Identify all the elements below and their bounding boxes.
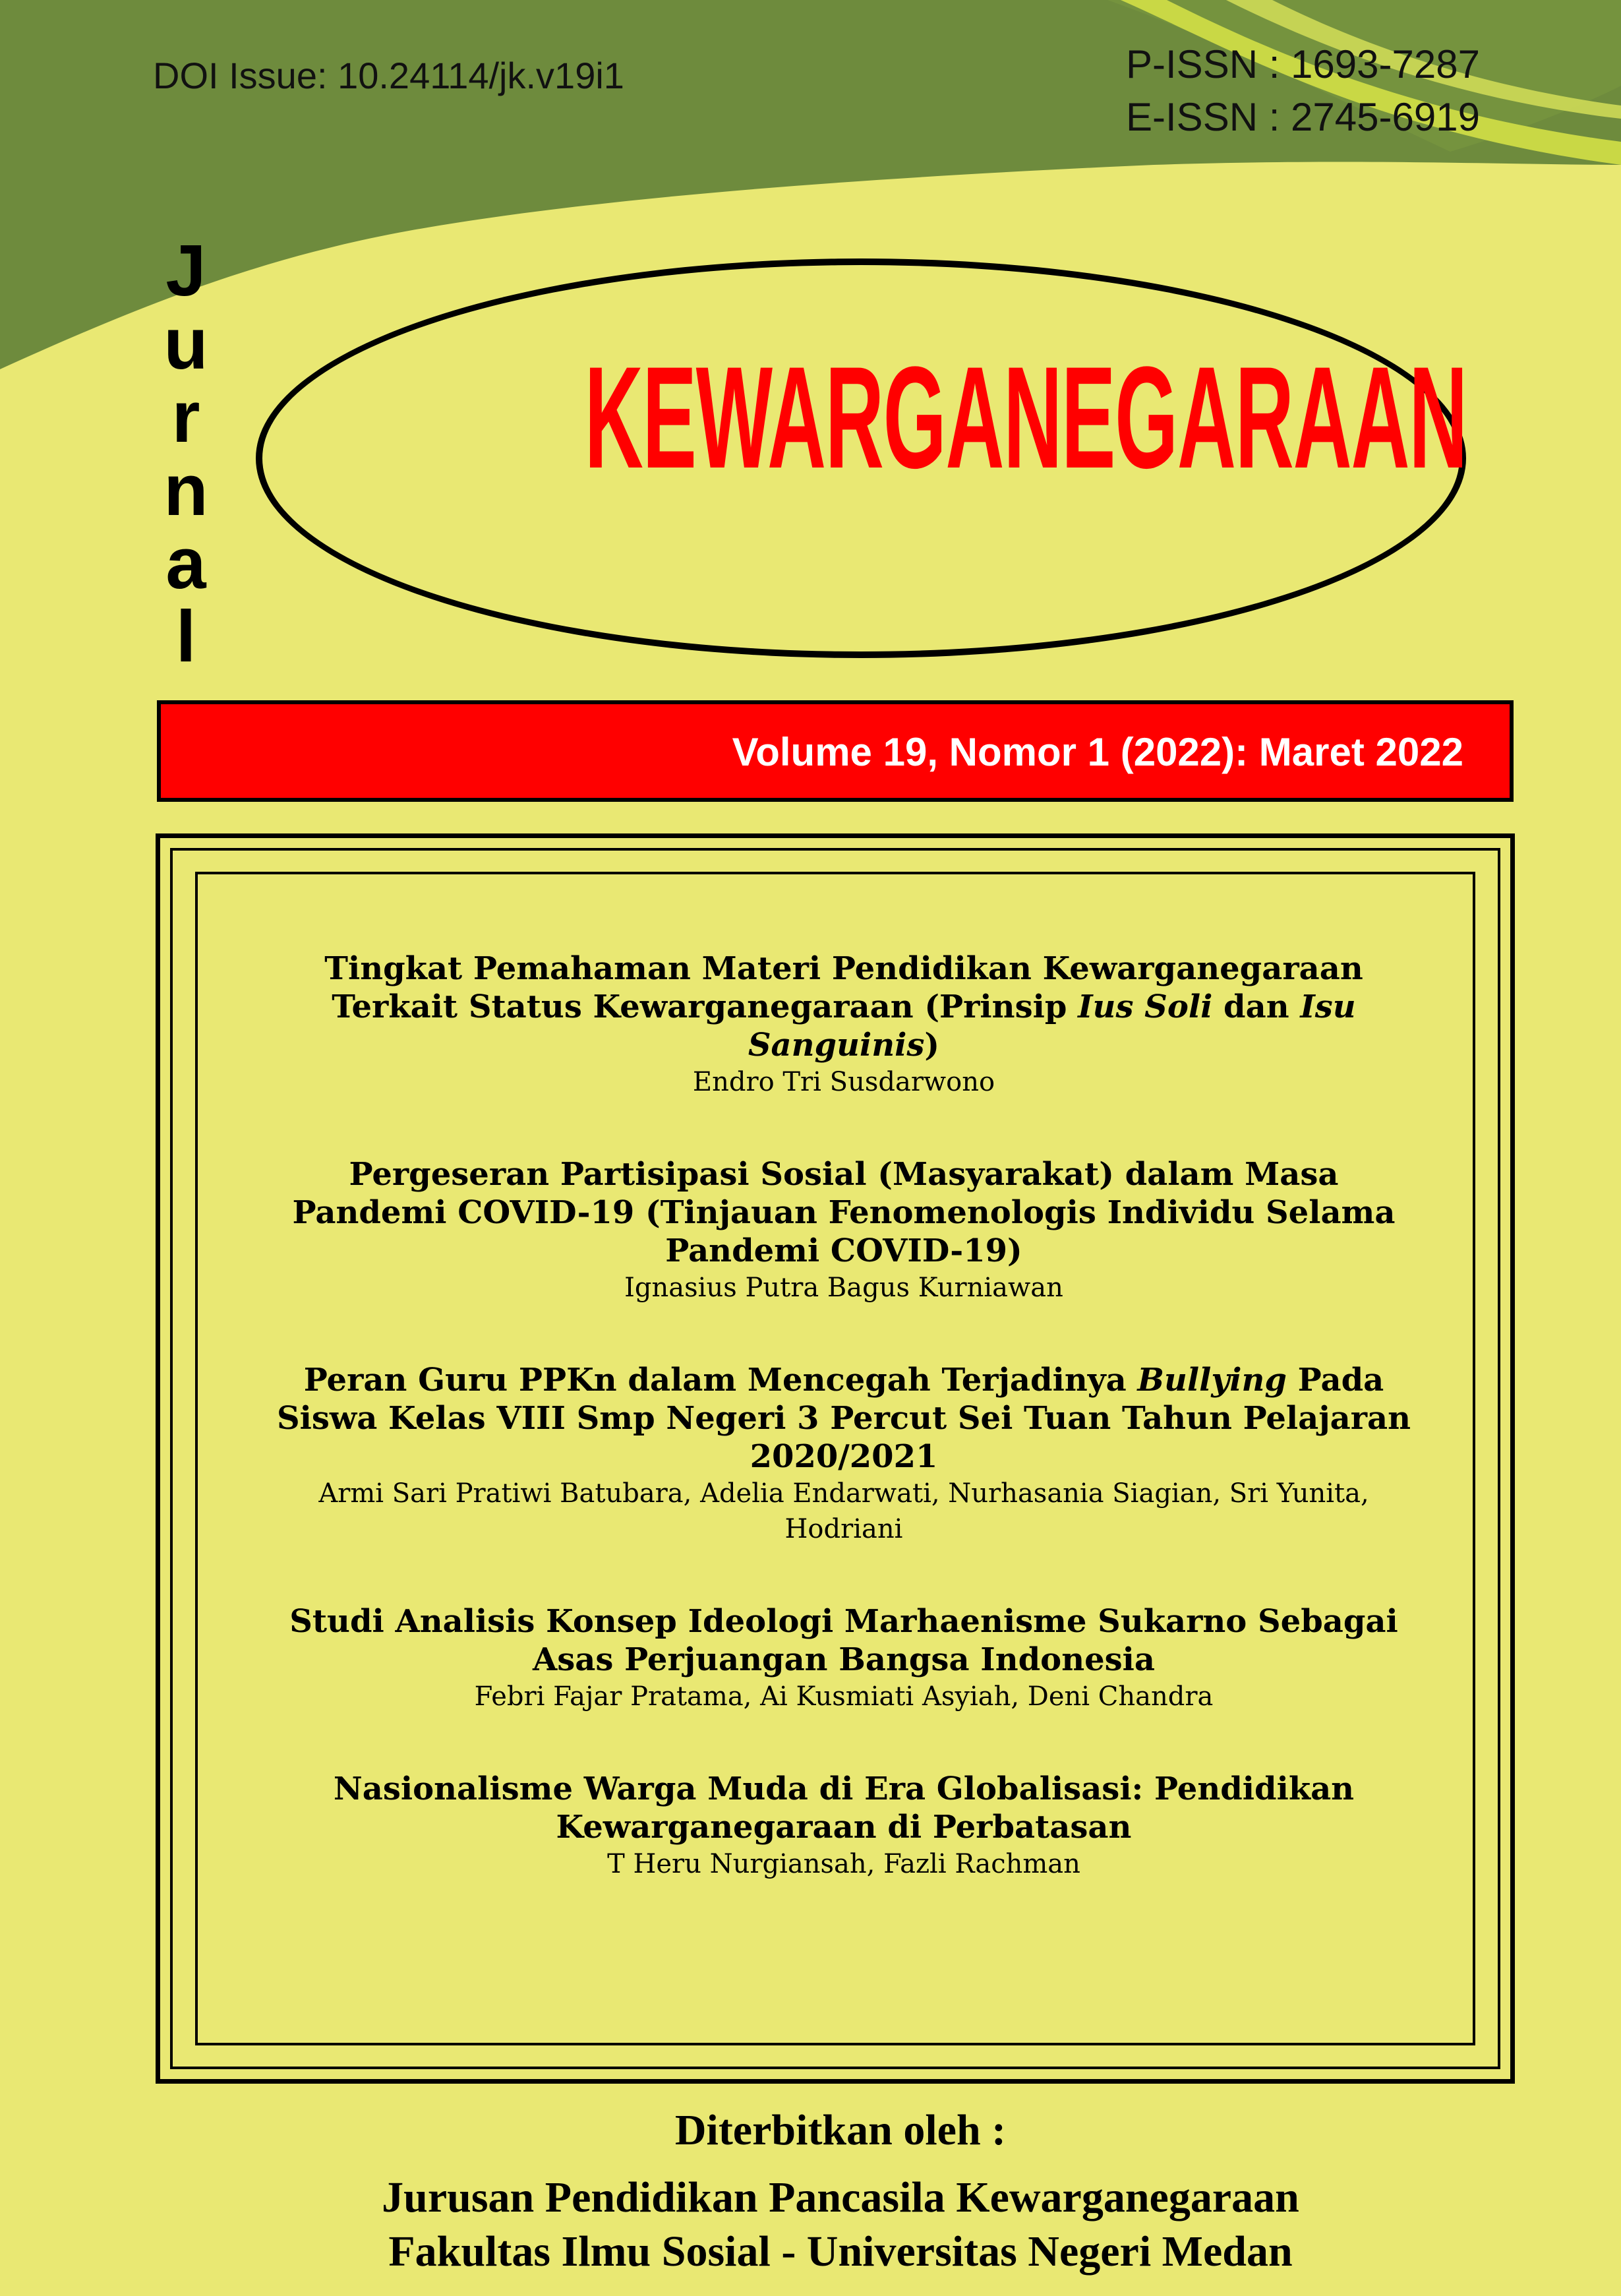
publisher-block (132, 2103, 1549, 2279)
article-authors: T Heru Nurgiansah, Fazli Rachman (607, 1849, 1080, 1879)
issue-label: Volume 19, Nomor 1 (2022): Maret 2022 (732, 730, 1463, 774)
jurnal-letter: J (165, 230, 206, 311)
e-issn-label: E-ISSN : 2745-6919 (1126, 95, 1480, 139)
jurnal-letter: a (165, 523, 206, 604)
article-title (277, 950, 1411, 1064)
doi-label: DOI Issue: 10.24114/jk.v19i1 (153, 55, 624, 96)
article-title-part: Pergeseran Partisipasi Sosial (Masyarakat) dalam Masa Pandemi COVID-19 (Tinjauan Fenomenologis Individu Selama Pandemi COVID-19) (292, 1156, 1396, 1269)
publisher-faculty: Fakultas Ilmu Sosial - Universitas Negeri Medan (388, 2227, 1293, 2276)
article-title-part: Tingkat Pemahaman Materi Pendidikan Kewarganegaraan Terkait Status Kewarganegaraan (Prinsip (324, 950, 1363, 1025)
article-title (277, 1155, 1411, 1270)
article-authors: Endro Tri Susdarwono (692, 1067, 995, 1097)
publisher-department: Jurusan Pendidikan Pancasila Kewarganegaraan (382, 2173, 1299, 2221)
article-title-part: Pada Siswa Kelas VIII Smp Negeri 3 Percut Sei Tuan Tahun Pelajaran 2020/2021 (277, 1362, 1411, 1475)
article-title (277, 1770, 1411, 1846)
p-issn-label: P-ISSN : 1693-7287 (1126, 42, 1480, 86)
jurnal-letter: l (175, 596, 196, 677)
article-title-part: Isu Sanguinis (748, 988, 1356, 1064)
article-title (277, 1361, 1411, 1476)
article-authors: Ignasius Putra Bagus Kurniawan (624, 1273, 1063, 1303)
article-entry (277, 1361, 1411, 1547)
article-title-part: dan (1212, 988, 1301, 1025)
article-list (277, 950, 1411, 1937)
jurnal-letter: n (163, 450, 208, 531)
jurnal-letter: r (171, 377, 200, 458)
article-title-part: Studi Analisis Konsep Ideologi Marhaenisme Sukarno Sebagai Asas Perjuangan Bangsa Indonesia (289, 1603, 1398, 1678)
article-entry (277, 950, 1411, 1100)
article-title (277, 1602, 1411, 1679)
article-entry (277, 1770, 1411, 1882)
publisher-label: Diterbitkan oleh : (674, 2106, 1007, 2154)
article-title-part: ) (924, 1027, 940, 1064)
journal-title: KEWARGANEGARAAN (584, 336, 1467, 498)
article-authors: Febri Fajar Pratama, Ai Kusmiati Asyiah, Deni Chandra (474, 1681, 1214, 1712)
article-title-part: Ius Soli (1078, 988, 1213, 1025)
article-title-part: Peran Guru PPKn dalam Mencegah Terjadinya (303, 1362, 1138, 1399)
article-authors: Armi Sari Pratiwi Batubara, Adelia Endarwati, Nurhasania Siagian, Sri Yunita, Hodriani (318, 1478, 1369, 1544)
article-entry (277, 1155, 1411, 1306)
issue-banner (157, 700, 1514, 802)
article-title-part: Nasionalisme Warga Muda di Era Globalisasi: Pendidikan Kewarganegaraan di Perbatasan (333, 1770, 1355, 1846)
article-title-part: Bullying (1137, 1362, 1287, 1399)
article-entry (277, 1602, 1411, 1714)
jurnal-letter: u (163, 303, 208, 384)
jurnal-vertical-label (146, 230, 225, 677)
issn-block (1126, 38, 1480, 144)
